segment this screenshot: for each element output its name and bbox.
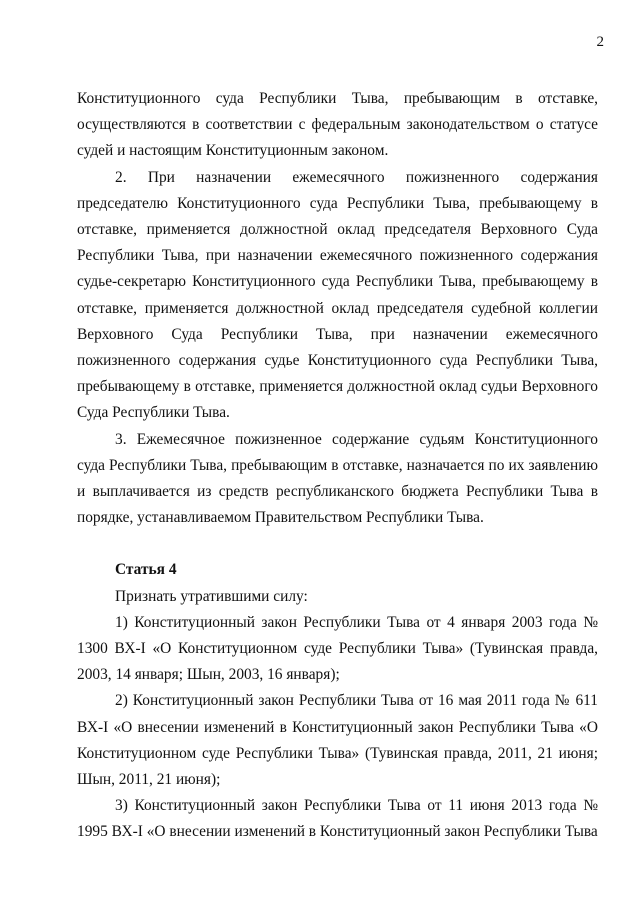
article-intro: Признать утратившими силу: — [115, 587, 308, 605]
page-number: 2 — [596, 34, 604, 50]
article-item-1: 1) Конституционный закон Республики Тыва от 4 января 2003 года № 1300 ВХ-I «О Конституционном суде Республики Тыва» (Тувинская правда, 2003, 14 января; Шын, 2003, 16 января); — [77, 613, 598, 684]
paragraph-continuation: Конституционного суда Республики Тыва, пребывающим в отставке, осуществляются в соответствии с федеральным законодательством о статусе судей и настоящим Конституционным законом. — [77, 90, 598, 160]
paragraph-item-3: 3. Ежемесячное пожизненное содержание судьям Конституционного суда Республики Тыва, пребывающим в отставке, назначается по их заявлению и выплачивается из средств республиканского бюджета Республики Тыва в порядке, устанавливаемом Правительством Республики Тыва. — [77, 430, 598, 527]
article-item-2: 2) Конституционный закон Республики Тыва от 16 мая 2011 года № 611 ВХ-I «О внесении изменений в Конституционный закон Республики Тыва «О Конституционном суде Республики Тыва» (Тувинская правда, 2011, 21 июня; Шын, 2011, 21 июня); — [77, 692, 598, 789]
paragraph-item-2: 2. При назначении ежемесячного пожизненного содержания председателю Конституционного суда Республики Тыва, пребывающему в отставке, применяется должностной оклад председателя Верховного Суда Республики Тыва, при назначении ежемесячного пожизненного содержания судье-секретарю Конституционного суда Республики Тыва, пребывающему в отставке, применяется должностной оклад председателя судебной коллегии Верховного Суда Республики Тыва, при назначении ежемесячного пожизненного содержания судье Конституционного суда Республики Тыва, пребывающему в отставке, применяется должностной оклад судьи Верховного Суда Республики Тыва. — [77, 168, 598, 422]
document-body — [77, 86, 598, 846]
article-heading: Статья 4 — [115, 561, 177, 579]
article-item-3: 3) Конституционный закон Республики Тыва от 11 июня 2013 года № 1995 ВХ-I «О внесении изменений в Конституционный закон Республики Тыва — [77, 797, 598, 841]
